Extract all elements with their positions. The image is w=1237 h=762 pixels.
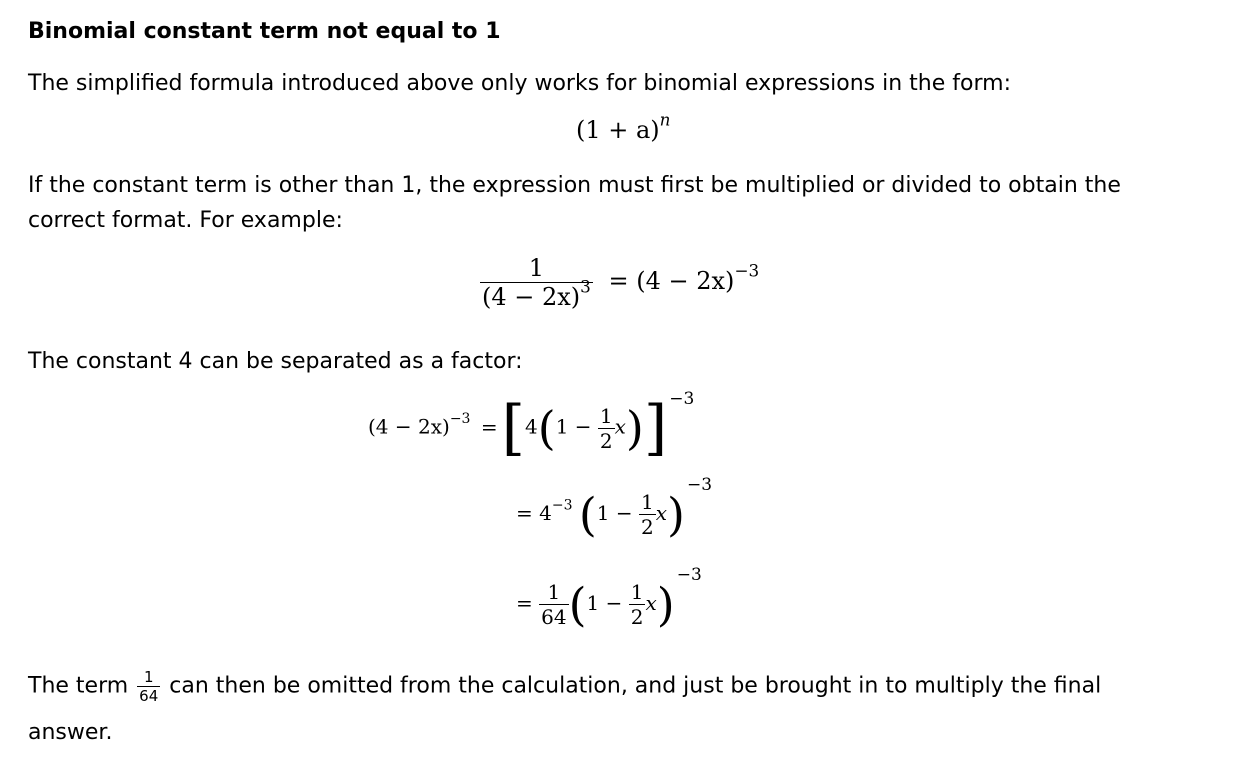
paragraph-constant-line2: correct format. For example: [28,208,343,233]
eq2-one: 1 [555,414,569,439]
eq1-rhs-exponent: −3 [734,260,760,281]
eq2-lhs-exponent: −3 [449,411,471,427]
formula-base: (1 + a) [576,116,660,144]
conclusion-post: can then be omitted from the calculation, and just be brought in to multiply the final [169,673,1102,699]
paragraph-constant-line1: If the constant term is other than 1, the expression must first be multiplied or divided to obtain the [28,173,1121,198]
paragraph-intro: The simplified formula introduced above only works for binomial expressions in the form: [28,71,1011,96]
eq2-line3-sixtyfourth-fraction: $\frac{1}{64}$ [541,580,567,629]
eq2-line3-equals: = [516,591,533,615]
eq1-denominator-exponent: 3 [580,276,591,297]
eq2-half-fraction: $\frac{1}{2}$ [599,403,613,453]
paragraph-conclusion [28,668,1101,705]
equation-example-1 [480,254,759,311]
eq1-denominator: (4 − 2x) [482,283,581,311]
conclusion-fraction: $\frac{1}{64}$ [139,668,159,705]
eq2-outer-exponent: −3 [669,388,695,409]
conclusion-pre: The term [28,673,129,699]
eq2-line3-outer-exponent: −3 [676,565,702,585]
eq2-equals: = [480,414,498,439]
eq2-line2-outer-exponent: −3 [686,475,713,495]
equation-factor-line-3: = $\frac{1}{64}$ (1 − $\frac{1}{2}$ x)$^{-3}$ [516,565,702,632]
equation-factor-line-1: $(4 - 2x)^{-3} =[4(1$ − $\frac{1}{2}$ x)] $^{-3}$ [368,388,695,463]
eq1-fraction [480,254,593,311]
eq2-x: x [614,414,626,439]
eq2-line2-coefficient-exponent: −3 [551,497,573,514]
paragraph-conclusion-line2: answer. [28,720,113,745]
eq2-lhs: (4 − 2x) [368,414,450,439]
equation-factor-line-2: = $4^{-3}$ (1 − $\frac{1}{2}$ x)$^{-3}$ [516,475,713,542]
eq2-minus: − [574,414,592,439]
eq2-line2-coefficient: = 4 [516,501,552,525]
section-heading: Binomial constant term not equal to 1 [28,19,501,44]
formula-exponent: n [659,109,671,130]
eq1-numerator: 1 [528,254,545,282]
eq2-line2-half-fraction: $\frac{1}{2}$ [641,490,654,539]
eq2-line3-half-fraction: $\frac{1}{2}$ [630,580,644,629]
formula-binomial-form [576,109,671,144]
paragraph-separate-factor: The constant 4 can be separated as a factor: [28,349,523,374]
eq1-rhs: = (4 − 2x) [608,267,735,295]
eq2-inner-constant: 4 [525,414,538,439]
